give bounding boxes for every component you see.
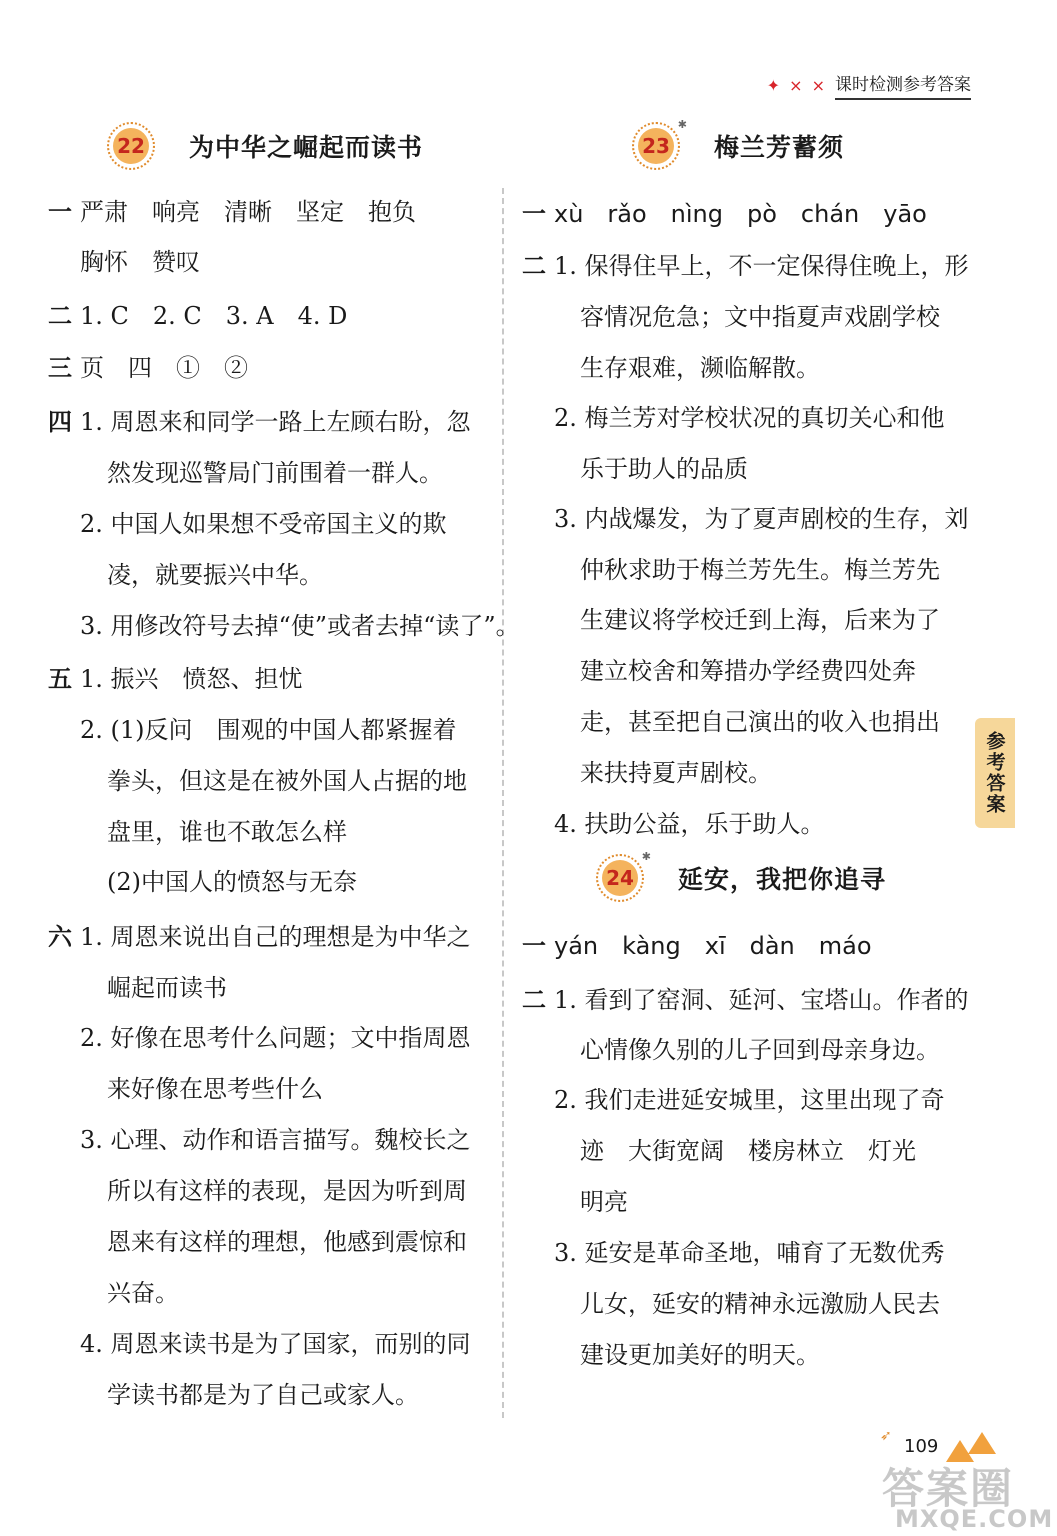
- answer-line: 兴奋。: [107, 1279, 179, 1307]
- answer-line: 盘里，谁也不敢怎么样: [107, 818, 347, 846]
- page-number: 109: [904, 1436, 939, 1457]
- triangle-decoration-icon: [968, 1432, 996, 1454]
- lesson-number-badge: [107, 122, 155, 170]
- lesson-number: 23: [638, 128, 674, 164]
- answer-line: 1. 周恩来和同学一路上左顾右盼，忽: [80, 408, 471, 436]
- pinyin-line: xù rǎo nìng pò chán yāo: [554, 200, 927, 228]
- star-icon: ✱: [677, 118, 687, 131]
- answer-line: 2. 好像在思考什么问题；文中指周恩: [80, 1024, 471, 1052]
- answer-line: 2. 我们走进延安城里，这里出现了奇: [554, 1086, 945, 1114]
- answer-line: 4. 周恩来读书是为了国家，而别的同: [80, 1330, 471, 1358]
- lesson-number: 22: [113, 128, 149, 164]
- section-mark: 一: [522, 200, 546, 228]
- answer-line: 3. 心理、动作和语言描写。魏校长之: [80, 1126, 471, 1154]
- section-mark: 二: [522, 252, 546, 280]
- bird-icon: ➶: [880, 1428, 892, 1444]
- lesson-number: 24: [602, 860, 638, 896]
- star-decoration-icon: ✦ × ×: [766, 75, 827, 95]
- page-header: [767, 70, 971, 100]
- answer-line: 凌，就要振兴中华。: [107, 561, 323, 589]
- answer-line: 胸怀 赞叹: [80, 248, 200, 276]
- answer-line: (2)中国人的愤怒与无奈: [107, 868, 357, 896]
- answer-line: 生存艰难，濒临解散。: [580, 354, 820, 382]
- answer-line: 4. 扶助公益，乐于助人。: [554, 810, 825, 838]
- answer-line: 乐于助人的品质: [580, 455, 748, 483]
- answer-line: 页 四 ① ②: [80, 354, 248, 382]
- watermark-logo: 答案圈: [882, 1464, 1015, 1513]
- lesson-title: 延安，我把你追寻: [678, 865, 887, 894]
- answer-line: 来好像在思考些什么: [107, 1075, 323, 1103]
- answer-line: 崛起而读书: [107, 974, 227, 1002]
- answer-line: 拳头，但这是在被外国人占据的地: [107, 767, 467, 795]
- answer-line: 生建议将学校迁到上海，后来为了: [580, 606, 940, 634]
- header-title: 课时检测参考答案: [835, 70, 971, 100]
- answer-line: 3. 用修改符号去掉“使”或者去掉“读了”。: [80, 612, 520, 640]
- section-mark: 六: [48, 923, 72, 951]
- answer-line: 容情况危急；文中指夏声戏剧学校: [580, 303, 940, 331]
- answer-line: 学读书都是为了自己或家人。: [107, 1381, 419, 1409]
- side-tab-label: 参考答案: [983, 731, 1006, 815]
- answer-line: 建立校舍和筹措办学经费四处奔: [580, 657, 916, 685]
- section-mark: 五: [48, 665, 72, 693]
- answer-line: 1. C 2. C 3. A 4. D: [80, 302, 348, 330]
- section-mark: 三: [48, 354, 72, 382]
- answer-line: 走，甚至把自己演出的收入也捐出: [580, 708, 940, 736]
- answer-line: 迹 大街宽阔 楼房林立 灯光: [580, 1137, 916, 1165]
- answer-line: 1. 周恩来说出自己的理想是为中华之: [80, 923, 471, 951]
- lesson-title: 梅兰芳蓄须: [714, 133, 845, 162]
- answer-line: 3. 延安是革命圣地，哺育了无数优秀: [554, 1239, 945, 1267]
- lesson-23-heading: [632, 118, 845, 170]
- answer-line: 建设更加美好的明天。: [580, 1341, 820, 1369]
- answer-line: 1. 保得住早上，不一定保得住晚上，形: [554, 252, 969, 280]
- answer-line: 来扶持夏声剧校。: [580, 759, 772, 787]
- lesson-number-badge: [596, 850, 651, 902]
- answer-line: 严肃 响亮 清晰 坚定 抱负: [80, 198, 416, 226]
- section-mark: 二: [48, 302, 72, 330]
- lesson-24-heading: [596, 850, 887, 902]
- answer-line: 恩来有这样的理想，他感到震惊和: [107, 1228, 467, 1256]
- star-icon: ✱: [641, 850, 651, 863]
- answer-line: 1. 看到了窑洞、延河、宝塔山。作者的: [554, 986, 969, 1014]
- section-mark: 一: [522, 932, 546, 960]
- section-mark: 一: [48, 198, 72, 226]
- side-tab: [975, 718, 1015, 828]
- watermark-url: MXQE.COM: [895, 1505, 1054, 1533]
- section-mark: 四: [48, 408, 72, 436]
- answer-line: 1. 振兴 愤怒、担忧: [80, 665, 303, 693]
- column-divider: [502, 188, 504, 1418]
- answer-line: 2. 中国人如果想不受帝国主义的欺: [80, 510, 447, 538]
- answer-line: 所以有这样的表现，是因为听到周: [107, 1177, 467, 1205]
- pinyin-line: yán kàng xī dàn máo: [554, 932, 872, 960]
- answer-line: 仲秋求助于梅兰芳先生。梅兰芳先: [580, 556, 940, 584]
- lesson-22-heading: [107, 122, 423, 170]
- answer-line: 2. 梅兰芳对学校状况的真切关心和他: [554, 404, 945, 432]
- answer-line: 明亮: [580, 1188, 628, 1216]
- section-mark: 二: [522, 986, 546, 1014]
- answer-line: 2. (1)反问 围观的中国人都紧握着: [80, 716, 457, 744]
- lesson-number-badge: [632, 118, 687, 170]
- answer-line: 心情像久别的儿子回到母亲身边。: [580, 1036, 940, 1064]
- lesson-title: 为中华之崛起而读书: [189, 133, 424, 162]
- answer-line: 儿女，延安的精神永远激励人民去: [580, 1290, 940, 1318]
- answer-line: 然发现巡警局门前围着一群人。: [107, 459, 443, 487]
- answer-line: 3. 内战爆发，为了夏声剧校的生存，刘: [554, 505, 969, 533]
